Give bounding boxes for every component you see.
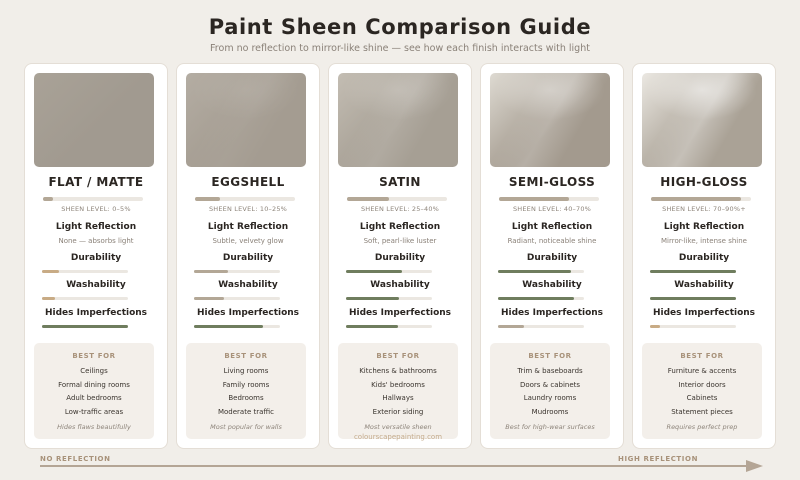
durability-label: Durability bbox=[526, 253, 578, 263]
light-reflection-desc: None — absorbs light bbox=[58, 237, 134, 245]
durability-bar bbox=[194, 270, 280, 273]
hides-imperfections-bar bbox=[194, 325, 280, 328]
washability-fill bbox=[42, 297, 55, 300]
best-for-panel bbox=[34, 343, 154, 439]
sheen-name: SATIN bbox=[379, 175, 421, 189]
page-subtitle: From no reflection to mirror-like shine — see how each finish interacts with light bbox=[210, 43, 590, 54]
sheen-level-bar bbox=[43, 197, 143, 201]
sheen-level-bar bbox=[347, 197, 447, 201]
best-for-note: Requires perfect prep bbox=[666, 423, 738, 431]
hides-imperfections-bar bbox=[42, 325, 128, 328]
hides-imperfections-bar bbox=[346, 325, 432, 328]
washability-label: Washability bbox=[522, 280, 582, 290]
durability-bar bbox=[42, 270, 128, 273]
washability-label: Washability bbox=[66, 280, 126, 290]
light-reflection-desc: Mirror-like, intense shine bbox=[661, 237, 747, 245]
washability-bar bbox=[42, 297, 128, 300]
durability-fill bbox=[42, 270, 59, 273]
durability-fill bbox=[650, 270, 736, 273]
best-for-panel bbox=[642, 343, 762, 439]
axis-label-high-reflection: HIGH REFLECTION bbox=[618, 455, 699, 463]
washability-bar bbox=[194, 297, 280, 300]
washability-fill bbox=[346, 297, 399, 300]
light-reflection-label: Light Reflection bbox=[663, 222, 745, 232]
light-reflection-desc: Subtle, velvety glow bbox=[212, 237, 284, 245]
sheen-level-bar bbox=[195, 197, 295, 201]
sheen-card-eggshell bbox=[176, 63, 320, 449]
reflection-axis-arrow-icon bbox=[746, 460, 763, 472]
light-reflection-label: Light Reflection bbox=[511, 222, 593, 232]
best-for-item: Kids' bedrooms bbox=[371, 380, 425, 389]
durability-fill bbox=[194, 270, 228, 273]
durability-bar bbox=[650, 270, 736, 273]
best-for-item: Laundry rooms bbox=[523, 394, 577, 402]
sheen-level-fill bbox=[651, 197, 741, 201]
hides-imperfections-fill bbox=[346, 325, 398, 328]
hides-imperfections-label: Hides Imperfections bbox=[348, 308, 452, 318]
washability-label: Washability bbox=[370, 280, 430, 290]
washability-label: Washability bbox=[218, 280, 278, 290]
washability-bar bbox=[346, 297, 432, 300]
hides-imperfections-fill bbox=[194, 325, 263, 328]
durability-label: Durability bbox=[678, 253, 730, 263]
best-for-heading: BEST FOR bbox=[376, 352, 420, 360]
sheen-level-bar bbox=[651, 197, 751, 201]
sheen-name: FLAT / MATTE bbox=[48, 175, 144, 189]
hides-imperfections-bar bbox=[650, 325, 736, 328]
hides-imperfections-fill bbox=[42, 325, 128, 328]
washability-bar bbox=[650, 297, 736, 300]
sheen-level-text: SHEEN LEVEL: 10–25% bbox=[208, 205, 288, 213]
best-for-note: Most versatile sheen bbox=[364, 423, 432, 431]
best-for-item: Hallways bbox=[382, 394, 414, 402]
page-title: Paint Sheen Comparison Guide bbox=[208, 15, 592, 39]
best-for-note: Hides flaws beautifully bbox=[57, 423, 131, 431]
durability-label: Durability bbox=[70, 253, 122, 263]
sheen-level-text: SHEEN LEVEL: 0–5% bbox=[61, 205, 131, 213]
best-for-item: Family rooms bbox=[222, 380, 270, 389]
sheen-card-semi-gloss bbox=[480, 63, 624, 449]
sheen-level-text: SHEEN LEVEL: 40–70% bbox=[512, 205, 592, 213]
paint-swatch bbox=[338, 73, 458, 167]
best-for-item: Exterior siding bbox=[372, 407, 424, 416]
best-for-panel bbox=[186, 343, 306, 439]
best-for-item: Living rooms bbox=[223, 367, 269, 375]
washability-bar bbox=[498, 297, 584, 300]
best-for-item: Furniture & accents bbox=[667, 367, 737, 375]
durability-fill bbox=[498, 270, 571, 273]
washability-fill bbox=[194, 297, 224, 300]
sheen-card-flat-matte bbox=[24, 63, 168, 449]
hides-imperfections-label: Hides Imperfections bbox=[652, 308, 756, 318]
washability-fill bbox=[650, 297, 736, 300]
sheen-level-fill bbox=[347, 197, 389, 201]
best-for-item: Doors & cabinets bbox=[519, 380, 581, 389]
hides-imperfections-bar bbox=[498, 325, 584, 328]
light-reflection-label: Light Reflection bbox=[359, 222, 441, 232]
watermark-url: colourscapepainting.com bbox=[353, 433, 443, 441]
best-for-item: Ceilings bbox=[80, 367, 108, 375]
sheen-level-fill bbox=[499, 197, 569, 201]
sheen-name: HIGH-GLOSS bbox=[660, 175, 748, 189]
hides-imperfections-fill bbox=[650, 325, 660, 328]
best-for-item: Trim & baseboards bbox=[517, 367, 583, 375]
paint-swatch bbox=[34, 73, 154, 167]
best-for-item: Kitchens & bathrooms bbox=[359, 367, 437, 375]
best-for-item: Moderate traffic bbox=[217, 407, 275, 416]
light-reflection-label: Light Reflection bbox=[207, 222, 289, 232]
durability-bar bbox=[346, 270, 432, 273]
light-reflection-desc: Soft, pearl-like luster bbox=[363, 237, 437, 245]
sheen-level-fill bbox=[195, 197, 220, 201]
sheen-card-satin bbox=[328, 63, 472, 449]
best-for-heading: BEST FOR bbox=[72, 352, 116, 360]
durability-fill bbox=[346, 270, 402, 273]
hides-imperfections-label: Hides Imperfections bbox=[196, 308, 300, 318]
best-for-item: Low-traffic areas bbox=[64, 407, 124, 416]
best-for-note: Best for high-wear surfaces bbox=[505, 423, 595, 431]
paint-swatch bbox=[642, 73, 762, 167]
sheen-level-text: SHEEN LEVEL: 25–40% bbox=[360, 205, 440, 213]
axis-label-no-reflection: NO REFLECTION bbox=[40, 455, 111, 463]
hides-imperfections-label: Hides Imperfections bbox=[500, 308, 604, 318]
sheen-level-fill bbox=[43, 197, 53, 201]
best-for-item: Adult bedrooms bbox=[66, 394, 122, 402]
sheen-card-high-gloss bbox=[632, 63, 776, 449]
best-for-heading: BEST FOR bbox=[528, 352, 572, 360]
washability-label: Washability bbox=[674, 280, 734, 290]
best-for-item: Cabinets bbox=[686, 394, 718, 402]
durability-label: Durability bbox=[374, 253, 426, 263]
best-for-item: Formal dining rooms bbox=[58, 380, 130, 389]
reflection-axis-line bbox=[40, 465, 752, 467]
hides-imperfections-fill bbox=[498, 325, 524, 328]
best-for-panel bbox=[490, 343, 610, 439]
best-for-item: Interior doors bbox=[678, 380, 726, 389]
sheen-name: EGGSHELL bbox=[211, 175, 285, 189]
best-for-item: Bedrooms bbox=[228, 394, 264, 402]
durability-bar bbox=[498, 270, 584, 273]
best-for-item: Statement pieces bbox=[671, 407, 733, 416]
best-for-item: Mudrooms bbox=[531, 407, 569, 416]
best-for-heading: BEST FOR bbox=[680, 352, 724, 360]
light-reflection-desc: Radiant, noticeable shine bbox=[507, 237, 597, 245]
sheen-name: SEMI-GLOSS bbox=[508, 175, 596, 189]
best-for-heading: BEST FOR bbox=[224, 352, 268, 360]
light-reflection-label: Light Reflection bbox=[55, 222, 137, 232]
durability-label: Durability bbox=[222, 253, 274, 263]
paint-swatch bbox=[186, 73, 306, 167]
washability-fill bbox=[498, 297, 574, 300]
hides-imperfections-label: Hides Imperfections bbox=[44, 308, 148, 318]
sheen-level-bar bbox=[499, 197, 599, 201]
best-for-panel bbox=[338, 343, 458, 439]
best-for-note: Most popular for walls bbox=[210, 423, 282, 431]
paint-swatch bbox=[490, 73, 610, 167]
sheen-level-text: SHEEN LEVEL: 70–90%+ bbox=[662, 205, 746, 213]
